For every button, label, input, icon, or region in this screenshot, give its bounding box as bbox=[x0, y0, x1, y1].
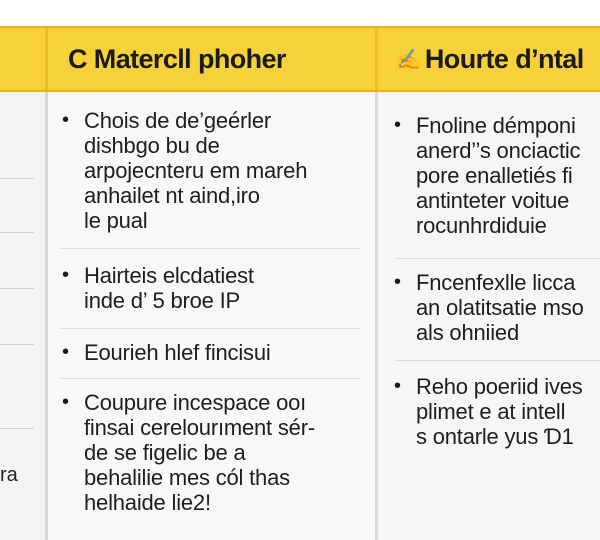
pencil-icon: ✍ bbox=[396, 48, 421, 71]
list-item-line: Coupure incespace ooı bbox=[84, 390, 307, 415]
bullet-icon: • bbox=[394, 114, 402, 136]
row-separator bbox=[60, 378, 360, 379]
list-item-line: de se figelic be a bbox=[84, 440, 246, 465]
list-item bbox=[380, 374, 583, 449]
list-item bbox=[48, 340, 271, 365]
header-cell-hourte bbox=[378, 28, 600, 90]
list-item-line: antinteter voitue bbox=[416, 188, 570, 213]
row-separator bbox=[0, 288, 34, 289]
row-separator bbox=[60, 328, 360, 329]
left-column-text: ra bbox=[0, 464, 18, 486]
list-item-line: rocunhrdiduie bbox=[416, 213, 547, 238]
list-item-line: Eourieh hlef fincisui bbox=[84, 340, 271, 365]
list-item-line: inde d’ 5 broe IP bbox=[84, 288, 241, 313]
list-item-line: an olatitsatie mso bbox=[416, 295, 584, 320]
top-margin bbox=[0, 0, 600, 26]
header-stub-cell bbox=[0, 28, 48, 90]
row-separator bbox=[0, 178, 34, 179]
header-cell-materials bbox=[48, 28, 378, 90]
row-separator bbox=[60, 248, 360, 249]
list-item-line: anhailet nt aind,iro bbox=[84, 183, 260, 208]
bullet-icon: • bbox=[62, 391, 70, 413]
row-separator bbox=[0, 232, 34, 233]
list-item-line: Reho poeriid ives bbox=[416, 374, 583, 399]
list-item-line: s ontarle yus Ɗ1 bbox=[416, 424, 574, 449]
list-item bbox=[380, 113, 580, 238]
list-item bbox=[48, 263, 254, 313]
bullet-icon: • bbox=[62, 264, 70, 286]
column-title-hourte: Hourte d’ntal bbox=[424, 43, 584, 74]
table-header-row bbox=[0, 26, 600, 92]
bullet-icon: • bbox=[394, 271, 402, 293]
list-item-line: behalilie mes cól thas bbox=[84, 465, 290, 490]
list-item-line: le pual bbox=[84, 208, 148, 233]
bullet-icon: • bbox=[394, 375, 402, 397]
list-item-line: dishbgo bu de bbox=[84, 133, 220, 158]
row-separator bbox=[0, 344, 34, 345]
row-separator bbox=[0, 428, 34, 429]
list-item-line: helhaide lie2! bbox=[84, 490, 211, 515]
list-item-line: Hairteis elcdatiest bbox=[84, 263, 254, 288]
row-separator bbox=[395, 258, 600, 259]
list-item-line: Fnoline démponi bbox=[416, 113, 576, 138]
list-item-line: anerd’’s onciactic bbox=[416, 138, 581, 163]
list-item-line: Chois de de’geérler bbox=[84, 108, 271, 133]
bullet-icon: • bbox=[62, 341, 70, 363]
list-item bbox=[48, 108, 307, 233]
list-item bbox=[48, 390, 315, 515]
list-item bbox=[380, 270, 584, 345]
list-item-line: Fncenfexlle licca bbox=[416, 270, 576, 295]
list-item-line: finsai cerelourıment sér- bbox=[84, 415, 315, 440]
list-item-line: plimet e at intell bbox=[416, 399, 566, 424]
list-item-line: als ohniied bbox=[416, 320, 519, 345]
list-item-line: arpojecnteru em mareh bbox=[84, 158, 308, 183]
list-item-line: pore enalletiés fi bbox=[416, 163, 573, 188]
column-title-materials: C Matercll phoher bbox=[68, 43, 286, 74]
bullet-icon: • bbox=[62, 109, 70, 131]
row-separator bbox=[395, 360, 600, 361]
